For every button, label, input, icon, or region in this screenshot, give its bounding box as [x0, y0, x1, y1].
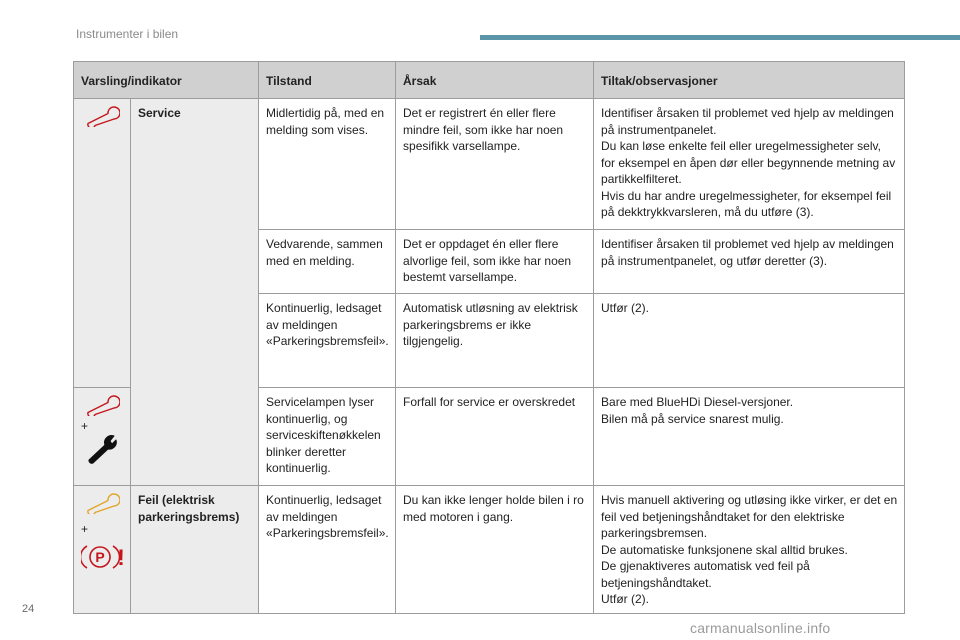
section-title: Instrumenter i bilen [76, 27, 179, 41]
wrench-solid-icon [81, 434, 124, 464]
table-header-row [74, 62, 905, 99]
action-cell: Identifiser årsaken til problemet ved hjelp av meldingen på instrumentpanelet, og utfør deretter (3). [594, 230, 905, 294]
column-header-action: Tiltak/observasjoner [594, 62, 905, 99]
page-number: 24 [22, 603, 35, 615]
state-cell: Kontinuerlig, ledsaget av meldingen «Parkeringsbremsfeil». [259, 294, 396, 388]
parking-exclamation: ! [117, 545, 125, 570]
table-row [74, 99, 905, 230]
action-cell: Hvis manuell aktivering og utløsing ikke virker, er det en feil ved betjeningshåndtaket for den elektriske parkeringsbremsen. De automatiske funksjonene skal alltid brukes. De gjenaktiveres automatisk ved feil på betjeningshåndtaket. Utfør (2). [594, 486, 905, 614]
indicator-icon-cell [74, 388, 131, 486]
state-cell: Vedvarende, sammen med en melding. [259, 230, 396, 294]
cause-cell: Du kan ikke lenger holde bilen i ro med motoren i gang. [396, 486, 594, 614]
indicator-name-service: Service [131, 99, 259, 486]
indicator-name-parking-brake: Feil (elektrisk parkeringsbrems) [131, 486, 259, 614]
parking-brake-warning-icon [81, 542, 124, 572]
plus-sign: + [81, 522, 89, 536]
action-cell: Bare med BlueHDi Diesel-versjoner. Bilen må på service snarest mulig. [594, 388, 905, 486]
wrench-outline-icon [81, 394, 124, 416]
parking-letter: P [95, 549, 105, 565]
cause-cell: Det er registrert én eller flere mindre feil, som ikke har noen spesifikk varsellampe. [396, 99, 594, 230]
indicator-icon-cell [74, 99, 131, 388]
state-cell: Servicelampen lyser kontinuerlig, og serviceskiftenøkkelen blinker deretter kontinuerlig. [259, 388, 396, 486]
table-row [74, 486, 905, 614]
action-cell: Utfør (2). [594, 294, 905, 388]
cause-cell: Automatisk utløsning av elektrisk parkeringsbrems er ikke tilgjengelig. [396, 294, 594, 388]
wrench-outline-icon [81, 492, 124, 514]
column-header-state: Tilstand [259, 62, 396, 99]
cause-cell: Det er oppdaget én eller flere alvorlige feil, som ikke har noen bestemt varsellampe. [396, 230, 594, 294]
state-cell: Midlertidig på, med en melding som vises. [259, 99, 396, 230]
indicator-icon-cell [74, 486, 131, 614]
action-cell: Identifiser årsaken til problemet ved hjelp av meldingen på instrumentpanelet. Du kan løse enkelte feil eller uregelmessigheter selv, for eksempel en åpen dør eller begynnende metning av partikkelfilteret. Hvis du har andre uregelmessigheter, for eksempel feil på dekktrykkvarsleren, må du utføre (3). [594, 99, 905, 230]
cause-cell: Forfall for service er overskredet [396, 388, 594, 486]
column-header-cause: Årsak [396, 62, 594, 99]
state-cell: Kontinuerlig, ledsaget av meldingen «Parkeringsbremsfeil». [259, 486, 396, 614]
wrench-outline-icon [81, 105, 124, 127]
warning-table [73, 61, 905, 614]
plus-sign: + [81, 419, 89, 433]
watermark: carmanualsonline.info [690, 620, 831, 636]
section-title-bar [480, 35, 960, 40]
column-header-indicator: Varsling/indikator [74, 62, 259, 99]
